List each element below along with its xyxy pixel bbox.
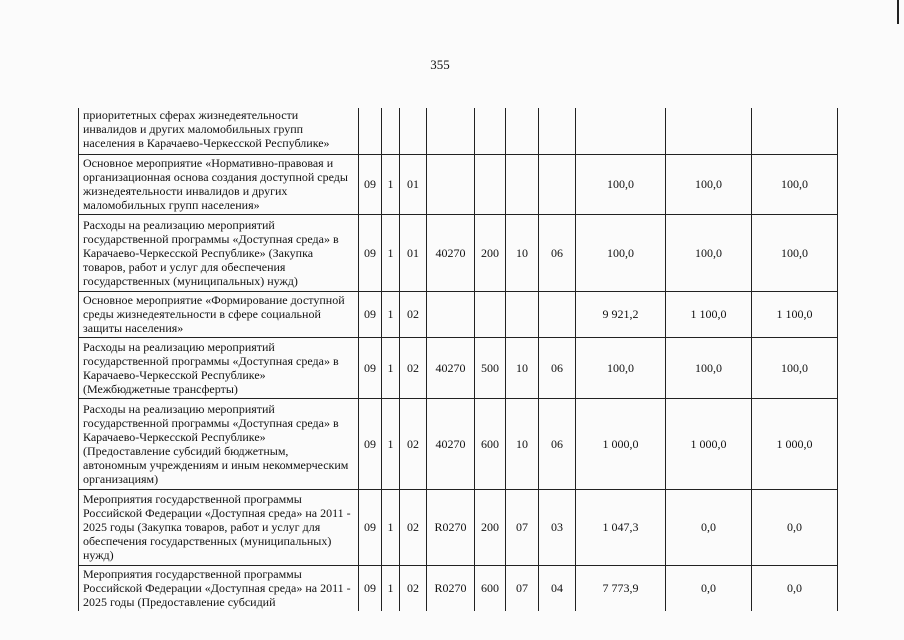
cell-pr: 03	[539, 489, 576, 565]
cell-gp: 09	[359, 337, 382, 398]
cell-rz: 10	[506, 337, 539, 398]
row-name: Мероприятия государственной программы Российской Федерации «Доступная среда» на 2011 - 2025 годы (Предоставление субсидий	[79, 565, 359, 611]
cell-om: 02	[400, 398, 427, 489]
cell-year3: 100,0	[752, 337, 838, 398]
cell-year2	[666, 108, 752, 154]
cell-vr	[475, 154, 506, 214]
table-row	[79, 154, 838, 214]
cell-year1	[576, 108, 666, 154]
cell-om: 02	[400, 489, 427, 565]
cell-direction: 40270	[427, 337, 475, 398]
cell-om: 01	[400, 214, 427, 291]
cell-vr: 200	[475, 489, 506, 565]
cell-direction: 40270	[427, 398, 475, 489]
cell-vr	[475, 108, 506, 154]
table-row	[79, 398, 838, 489]
cell-year1: 100,0	[576, 337, 666, 398]
cell-direction	[427, 108, 475, 154]
cell-om: 02	[400, 337, 427, 398]
cell-vr: 600	[475, 565, 506, 611]
cell-pr: 06	[539, 214, 576, 291]
cell-pr: 06	[539, 337, 576, 398]
cell-rz	[506, 108, 539, 154]
cell-direction: 40270	[427, 214, 475, 291]
cell-pp: 1	[382, 154, 400, 214]
cell-year1: 1 047,3	[576, 489, 666, 565]
cell-om	[400, 108, 427, 154]
cell-pr	[539, 291, 576, 337]
cell-year2: 100,0	[666, 154, 752, 214]
cell-gp: 09	[359, 565, 382, 611]
row-name: Мероприятия государственной программы Российской Федерации «Доступная среда» на 2011 - 2025 годы (Закупка товаров, работ и услуг для обеспечения государственных (муниципальных) нужд)	[79, 489, 359, 565]
page-number: 355	[430, 57, 450, 72]
row-name: Расходы на реализацию мероприятий государственной программы «Доступная среда» в Карачаево-Черкесской Республике» (Предоставление субсидий бюджетным, автономным учреждениям и иным некоммерческим организациям)	[79, 398, 359, 489]
cell-year3: 0,0	[752, 565, 838, 611]
row-name: Расходы на реализацию мероприятий государственной программы «Доступная среда» в Карачаево-Черкесской Республике» (Закупка товаров, работ и услуг для обеспечения государственных (муниципальных) нужд)	[79, 214, 359, 291]
cell-direction: R0270	[427, 489, 475, 565]
cell-vr: 500	[475, 337, 506, 398]
cell-rz	[506, 291, 539, 337]
table-row	[79, 565, 838, 611]
table-row	[79, 108, 838, 154]
table-row	[79, 214, 838, 291]
cell-gp	[359, 108, 382, 154]
budget-table	[78, 108, 838, 611]
cell-om: 02	[400, 565, 427, 611]
cell-pr	[539, 154, 576, 214]
cell-pr: 04	[539, 565, 576, 611]
cell-rz: 10	[506, 398, 539, 489]
cell-year1: 100,0	[576, 154, 666, 214]
cell-vr	[475, 291, 506, 337]
cell-gp: 09	[359, 214, 382, 291]
cell-pp: 1	[382, 398, 400, 489]
cell-year1: 100,0	[576, 214, 666, 291]
cell-pp: 1	[382, 291, 400, 337]
scan-edge-line	[897, 0, 899, 24]
cell-direction	[427, 291, 475, 337]
cell-om: 01	[400, 154, 427, 214]
cell-direction	[427, 154, 475, 214]
cell-pr: 06	[539, 398, 576, 489]
cell-gp: 09	[359, 398, 382, 489]
cell-vr: 600	[475, 398, 506, 489]
table-row	[79, 291, 838, 337]
table-row	[79, 489, 838, 565]
cell-year1: 7 773,9	[576, 565, 666, 611]
cell-year2: 1 100,0	[666, 291, 752, 337]
cell-year1: 1 000,0	[576, 398, 666, 489]
cell-rz	[506, 154, 539, 214]
cell-vr: 200	[475, 214, 506, 291]
cell-year1: 9 921,2	[576, 291, 666, 337]
cell-pr	[539, 108, 576, 154]
cell-pp: 1	[382, 489, 400, 565]
cell-pp	[382, 108, 400, 154]
cell-rz: 07	[506, 489, 539, 565]
cell-pp: 1	[382, 214, 400, 291]
row-name: приоритетных сферах жизнедеятельности инвалидов и других маломобильных групп населения в Карачаево-Черкесской Республике»	[79, 108, 359, 154]
cell-year3	[752, 108, 838, 154]
cell-gp: 09	[359, 291, 382, 337]
cell-year3: 0,0	[752, 489, 838, 565]
cell-year2: 0,0	[666, 489, 752, 565]
cell-gp: 09	[359, 154, 382, 214]
cell-rz: 07	[506, 565, 539, 611]
cell-year3: 100,0	[752, 154, 838, 214]
cell-om: 02	[400, 291, 427, 337]
cell-gp: 09	[359, 489, 382, 565]
row-name: Расходы на реализацию мероприятий государственной программы «Доступная среда» в Карачаево-Черкесской Республике» (Межбюджетные трансферты)	[79, 337, 359, 398]
cell-year2: 100,0	[666, 214, 752, 291]
table-row	[79, 337, 838, 398]
cell-pp: 1	[382, 337, 400, 398]
budget-table-container	[78, 108, 837, 611]
row-name: Основное мероприятие «Формирование доступной среды жизнедеятельности в сфере социальной защиты населения»	[79, 291, 359, 337]
cell-year3: 1 000,0	[752, 398, 838, 489]
row-name: Основное мероприятие «Нормативно-правовая и организационная основа создания доступной среды жизнедеятельности инвалидов и других маломобильных групп населения»	[79, 154, 359, 214]
cell-year2: 100,0	[666, 337, 752, 398]
cell-year2: 0,0	[666, 565, 752, 611]
cell-year2: 1 000,0	[666, 398, 752, 489]
cell-direction: R0270	[427, 565, 475, 611]
cell-pp: 1	[382, 565, 400, 611]
cell-year3: 1 100,0	[752, 291, 838, 337]
cell-year3: 100,0	[752, 214, 838, 291]
cell-rz: 10	[506, 214, 539, 291]
